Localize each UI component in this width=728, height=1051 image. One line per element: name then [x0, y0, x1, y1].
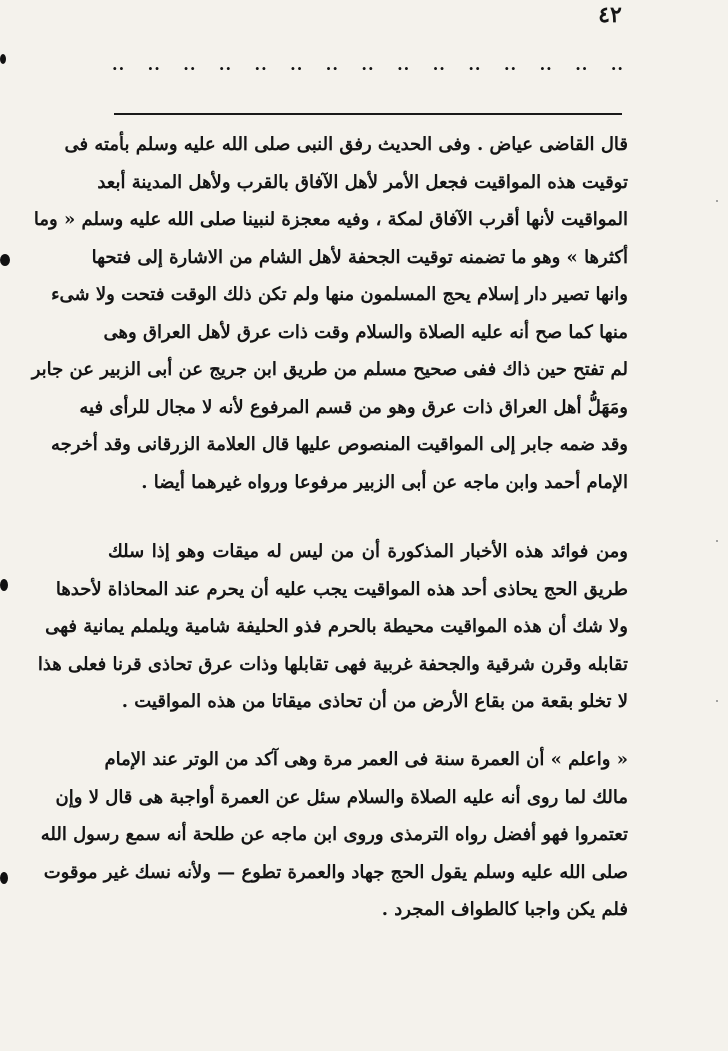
text-line: ومن فوائد هذه الأخبار المذكورة أن من ليس له ميقات وهو إذا سلك [108, 541, 628, 562]
text-line: منها كما صح أنه عليه الصلاة والسلام وقت ذات عرق لأهل العراق وهى [103, 321, 628, 343]
header-rule [114, 113, 622, 115]
text-line: « واعلم » أن العمرة سنة فى العمر مرة وهى آكد من الوتر عند الإمام [104, 749, 628, 770]
binding-hole-mark [0, 872, 8, 884]
binding-hole-mark [0, 254, 10, 266]
text-line: مالك لما روى أنه عليه الصلاة والسلام سئل عن العمرة أواجبة هى قال لا وإن [55, 786, 628, 808]
paragraph-1 [31, 126, 628, 501]
text-line: لم تفتح حين ذاك ففى صحيح مسلم من طريق ابن جريج عن أبى الزبير عن جابر [31, 359, 628, 380]
text-line: ولا شك أن هذه المواقيت محيطة بالحرم فذو الحليفة شامية ويلملم يمانية فهى [45, 616, 628, 637]
text-line: المواقيت لأنها أقرب الآفاق لمكة ، وفيه معجزة لنبينا صلى الله عليه وسلم « وما [33, 209, 628, 230]
paper-speck [716, 200, 718, 202]
text-line: الإمام أحمد وابن ماجه عن أبى الزبير مرفوعا ورواه غيرهما أيضا . [141, 471, 628, 493]
text-line: توقيت هذه المواقيت فجعل الأمر لأهل الآفاق بالقرب ولأهل المدينة أبعد [97, 171, 628, 193]
binding-hole-mark [0, 579, 8, 591]
text-line: وانها تصير دار إسلام يحج المسلمون منها ولم تكن ذلك الوقت فتحت ولا شىء [51, 284, 628, 305]
text-line: صلى الله عليه وسلم يقول الحج جهاد والعمرة تطوع — ولأنه نسك غير موقوت [43, 861, 628, 883]
paragraph-2 [37, 533, 628, 721]
text-line: لا تخلو بقعة من بقاع الأرض من أن تحاذى ميقاتا من هذه المواقيت . [121, 691, 628, 712]
header-ornament: .. .. .. .. .. .. .. .. .. .. .. .. .. .. .. [112, 55, 624, 74]
binding-hole-mark [0, 54, 6, 64]
paper-speck [716, 700, 718, 702]
text-line: فلم يكن واجبا كالطواف المجرد . [381, 899, 628, 920]
text-line: وقد ضمه جابر إلى المواقيت المنصوص عليها قال العلامة الزرقانى وقد أخرجه [50, 434, 628, 455]
page-number: ٤٢ [598, 2, 622, 28]
text-line: ومَهَلُّ أهل العراق ذات عرق وهو من قسم المرفوع لأنه لا مجال للرأى فيه [79, 396, 628, 418]
text-line: طريق الحج يحاذى أحد هذه المواقيت يجب عليه أن يحرم عند المحاذاة لأحدها [55, 578, 628, 600]
text-line: تقابله وقرن شرقية والجحفة غربية فهى تقابلها وذات عرق تحاذى قرنا فعلى هذا [37, 653, 628, 675]
paper-speck [716, 540, 718, 542]
text-line: قال القاضى عياض . وفى الحديث رفق النبى صلى الله عليه وسلم بأمته فى [64, 134, 628, 155]
text-line: أكثرها » وهو ما تضمنه توقيت الجحفة لأهل الشام من الاشارة إلى فتحها [91, 246, 628, 268]
text-line: تعتمروا فهو أفضل رواه الترمذى وروى ابن ماجه عن طلحة أنه سمع رسول الله [40, 824, 628, 845]
paragraph-3 [40, 741, 628, 929]
